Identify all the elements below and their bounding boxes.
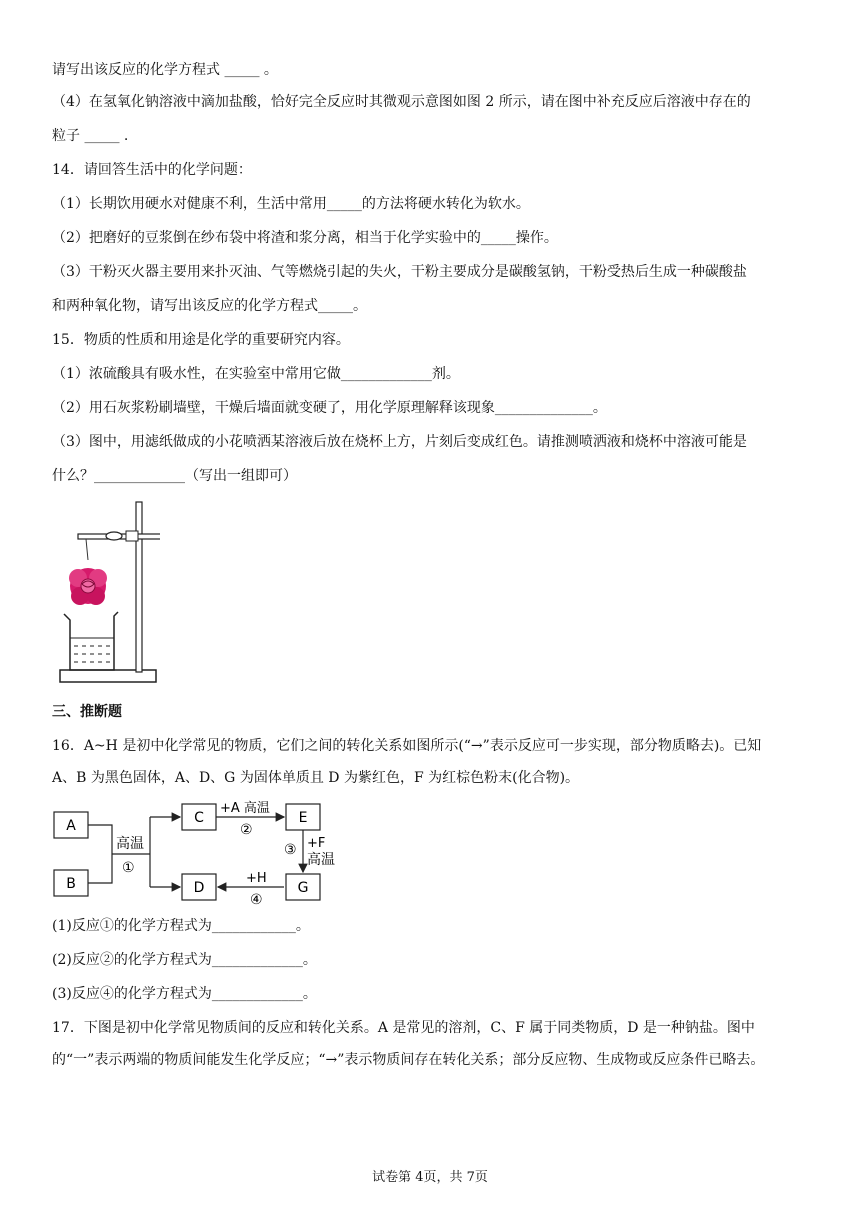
reaction-1-number: ① <box>122 860 135 876</box>
node-C-label: C <box>194 810 204 826</box>
page-footer: 试卷第 4页，共 7页 <box>372 1170 488 1185</box>
question-14-heading: 14．请回答生活中的化学问题： <box>52 162 252 178</box>
question-16-line-1: 16．A~H 是初中化学常见的物质，它们之间的转化关系如图所示(“→”表示反应可一步实现，部分物质略去)。已知 <box>52 738 762 754</box>
reaction-1-condition: 高温 <box>116 836 144 852</box>
question-17-line-1: 17．下图是初中化学常见物质间的反应和转化关系。A 是常见的溶剂，C、F 属于同类物质，D 是一种钠盐。图中 <box>52 1020 755 1036</box>
reaction-4-number: ④ <box>250 892 263 908</box>
q14-part-1: （1）长期饮用硬水对健康不利，生活中常用_____的方法将硬水转化为软水。 <box>52 196 530 212</box>
text-line-3: 粒子 _____ . <box>52 128 129 144</box>
q15-part-2: （2）用石灰浆粉刷墙壁，干燥后墙面就变硬了，用化学原理解释该现象______________。 <box>52 400 607 416</box>
q14-part-2: （2）把磨好的豆浆倒在纱布袋中将渣和浆分离，相当于化学实验中的_____操作。 <box>52 230 558 246</box>
q15-part-3-line-1: （3）图中，用滤纸做成的小花喷洒某溶液后放在烧杯上方，片刻后变成红色。请推测喷洒液和烧杯中溶液可能是 <box>52 434 747 450</box>
node-B-label: B <box>66 876 76 892</box>
q14-part-3-line-2: 和两种氧化物，请写出该反应的化学方程式_____。 <box>52 298 367 314</box>
text-line-1: 请写出该反应的化学方程式 _____ 。 <box>52 62 278 78</box>
reaction-4-reagent: +H <box>246 871 267 886</box>
reaction-flow-diagram <box>52 800 352 910</box>
text-line-2: （4）在氢氧化钠溶液中滴加盐酸，恰好完全反应时其微观示意图如图 2 所示，请在图中补充反应后溶液中存在的 <box>52 94 751 110</box>
reaction-2-condition: +A 高温 <box>220 801 270 816</box>
red-flower-icon <box>69 568 107 605</box>
reaction-3-reagent: +F <box>307 836 326 851</box>
q14-part-3-line-1: （3）干粉灭火器主要用来扑灭油、气等燃烧引起的失火，干粉主要成分是碳酸氢钠，干粉受热后生成一种碳酸盐 <box>52 264 747 280</box>
question-15-heading: 15．物质的性质和用途是化学的重要研究内容。 <box>52 332 350 348</box>
reaction-2-number: ② <box>240 822 253 838</box>
flower-beaker-stand-figure <box>56 498 160 688</box>
node-E-label: E <box>298 810 308 826</box>
node-D-label: D <box>193 880 205 896</box>
question-17-line-2: 的“一”表示两端的物质间能发生化学反应；“→”表示物质间存在转化关系；部分反应物、生成物或反应条件已略去。 <box>52 1052 765 1068</box>
section-heading-inference: 三、推断题 <box>52 704 122 720</box>
node-G-label: G <box>297 880 309 896</box>
q16-part-1: (1)反应①的化学方程式为____________。 <box>52 918 310 934</box>
reaction-3-number: ③ <box>284 842 297 858</box>
reaction-3-condition: 高温 <box>307 852 335 868</box>
q16-part-2: (2)反应②的化学方程式为_____________。 <box>52 952 317 968</box>
q15-part-3-line-2: 什么？_____________（写出一组即可） <box>52 468 297 484</box>
q16-part-3: (3)反应④的化学方程式为_____________。 <box>52 986 317 1002</box>
node-A-label: A <box>66 818 76 834</box>
question-16-line-2: A、B 为黑色固体，A、D、G 为固体单质且 D 为紫红色，F 为红棕色粉末(化合物)。 <box>52 770 580 786</box>
q15-part-1: （1）浓硫酸具有吸水性，在实验室中常用它做_____________剂。 <box>52 366 460 382</box>
